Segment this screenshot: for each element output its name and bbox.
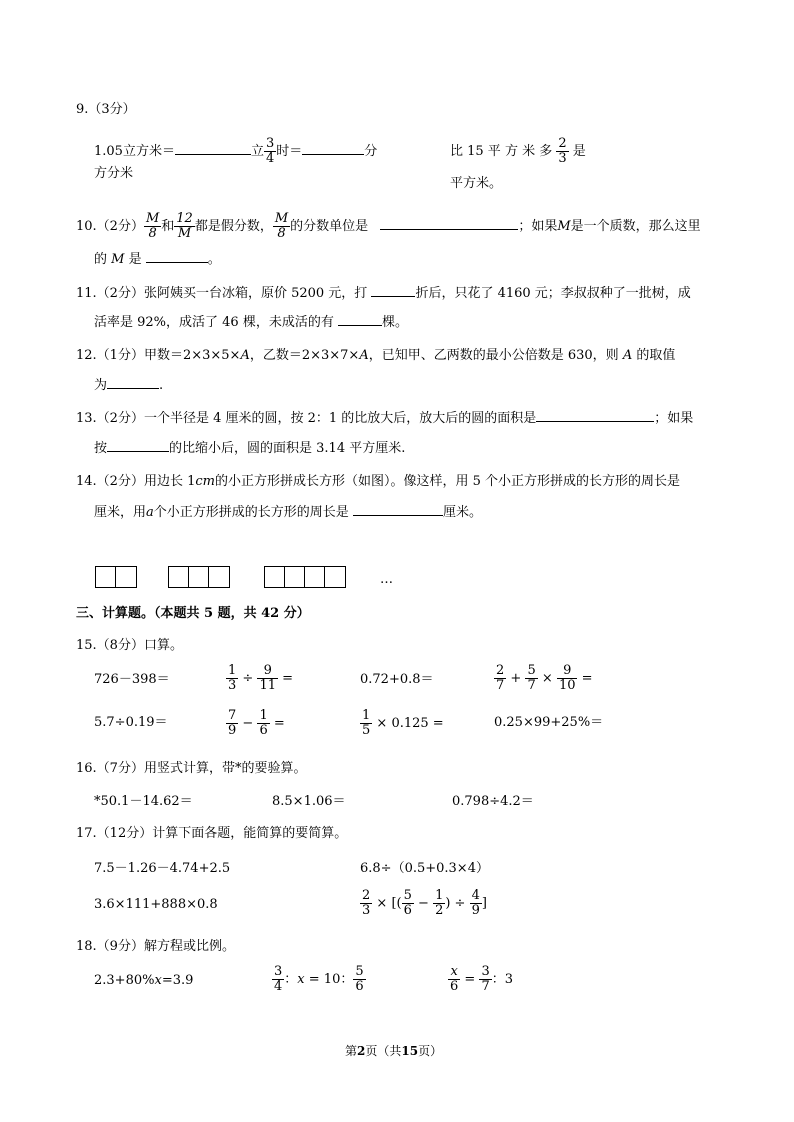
answer-blank[interactable] (380, 228, 518, 230)
question-9-part1 (94, 137, 377, 166)
question-11-line2 (94, 315, 408, 331)
numerator: 3 (481, 964, 490, 979)
numerator: 1 (435, 888, 444, 903)
expression: × [( (376, 896, 402, 911)
equals: = (581, 671, 593, 686)
q17-item-d (360, 889, 487, 918)
fraction (525, 664, 537, 693)
text: 页） (418, 1044, 443, 1058)
question-16-number: 16.（7分）用竖式计算，带*的要验算。 (76, 761, 307, 776)
variable: A (622, 348, 633, 363)
text: . (159, 378, 164, 393)
question-12-line2 (94, 378, 163, 394)
denominator: 2 (435, 903, 444, 918)
text: ，乙数＝2×3×7× (249, 348, 360, 363)
q15-item-f (226, 709, 285, 738)
numerator: 7 (228, 708, 237, 723)
q15-item-c: 0.72+0.8＝ (360, 672, 434, 687)
variable: A (240, 348, 250, 363)
question-11-line1 (76, 286, 691, 302)
operator: ÷ (242, 671, 254, 686)
numerator: 5 (527, 663, 536, 678)
fraction (257, 664, 278, 693)
question-9-part2 (450, 137, 586, 166)
numerator: x (448, 965, 460, 980)
denominator: 10 (558, 678, 576, 693)
square (325, 567, 345, 587)
fraction (226, 709, 238, 738)
fraction (556, 137, 568, 166)
text: 的比缩小后，圆的面积是 3.14 平方厘米. (169, 441, 406, 456)
denominator: 9 (228, 723, 237, 738)
fraction (272, 965, 284, 994)
square (265, 567, 285, 587)
q15-item-b (226, 664, 293, 693)
text: 是 (572, 144, 586, 159)
denominator: 7 (527, 678, 536, 693)
text: 厘米。 (442, 505, 482, 520)
rectangle-3-squares (168, 566, 230, 588)
rectangle-2-squares (95, 566, 137, 588)
question-15-number: 15.（8分）口算。 (76, 638, 183, 653)
q15-item-a: 726－398＝ (94, 672, 170, 687)
text: 12.（1分）甲数＝2×3×5× (76, 348, 241, 363)
denominator: 3 (558, 151, 567, 166)
unit: cm (195, 474, 215, 489)
text: 和 (161, 219, 175, 234)
fraction (226, 664, 238, 693)
numerator: 2 (558, 136, 567, 151)
question-18-number: 18.（9分）解方程或比例。 (76, 939, 235, 954)
text: ：3 (491, 972, 514, 987)
text: 分 (364, 144, 378, 159)
equals: = (282, 671, 294, 686)
square (116, 567, 136, 587)
fraction (273, 212, 290, 241)
fraction (494, 664, 506, 693)
question-number: 10.（2分） (76, 219, 144, 234)
square (209, 567, 229, 587)
answer-blank[interactable] (536, 420, 654, 422)
text: 1.05立方米＝ (94, 144, 175, 159)
text: ；如果 (518, 219, 558, 234)
q16-item-b: 8.5×1.06＝ (272, 794, 346, 809)
denominator: 11 (259, 678, 277, 693)
text: = 10： (308, 972, 354, 987)
text: 按 (94, 441, 108, 456)
question-10-line2 (94, 252, 221, 268)
denominator: 4 (274, 979, 283, 994)
denominator: M (177, 226, 192, 241)
question-13-line2 (94, 441, 405, 457)
fraction (479, 965, 491, 994)
numerator: 2 (362, 888, 371, 903)
question-9-number: 9.（3分） (76, 102, 136, 117)
bracket: ] (481, 896, 487, 911)
denominator: 5 (362, 723, 371, 738)
denominator: 7 (496, 678, 505, 693)
text: 的小正方形拼成长方形（如图）。像这样，用 5 个小正方形拼成的长方形的周长是 (214, 474, 681, 489)
answer-blank[interactable] (107, 450, 169, 452)
operator: − (242, 716, 254, 731)
expression: × 0.125 = (376, 716, 444, 731)
variable: A (359, 348, 369, 363)
q15-item-d (494, 664, 593, 693)
text: 棵。 (381, 315, 408, 330)
numerator: 5 (403, 888, 412, 903)
text: 比 15 平 方 米 多 (450, 144, 553, 159)
section-3-heading: 三、计算题。（本题共 5 题，共 42 分） (76, 606, 310, 621)
expression: ) ÷ (445, 896, 466, 911)
denominator: 4 (265, 151, 275, 166)
text: 是一个质数，那么这里 (570, 219, 701, 234)
square (96, 567, 116, 587)
fraction (360, 889, 372, 918)
numerator: 1 (362, 708, 371, 723)
question-12-line1 (76, 348, 675, 364)
denominator: 7 (481, 979, 490, 994)
rectangle-4-squares (264, 566, 346, 588)
denominator: 3 (228, 678, 237, 693)
q16-item-a: *50.1－14.62＝ (94, 794, 193, 809)
fraction (433, 889, 445, 918)
ellipsis: … (380, 572, 393, 587)
fraction (360, 709, 372, 738)
page-footer (345, 1043, 442, 1059)
fraction (557, 664, 578, 693)
q18-item-b (272, 965, 366, 994)
operator: − (418, 896, 429, 911)
variable: M (111, 252, 125, 267)
denominator: 6 (450, 979, 459, 994)
square (305, 567, 325, 587)
fraction (353, 965, 365, 994)
numerator: 9 (257, 664, 278, 679)
text: 2.3+80% (94, 973, 155, 988)
numerator: 3 (274, 964, 283, 979)
fraction (264, 137, 276, 166)
q15-item-h: 0.25×99+25%＝ (494, 715, 604, 730)
denominator: 8 (277, 226, 286, 241)
question-14-line2 (94, 505, 482, 521)
text: 的分数单位是 (290, 219, 369, 234)
answer-blank[interactable] (302, 153, 364, 155)
question-9-unit: 方分米 (94, 166, 134, 181)
question-17-number: 17.（12分）计算下面各题，能简算的要简算。 (76, 826, 348, 841)
text: 第 (345, 1044, 358, 1058)
fraction (448, 965, 460, 994)
operator: + (510, 671, 522, 686)
q17-item-a: 7.5－1.26－4.74+2.5 (94, 861, 231, 876)
fraction (174, 212, 195, 241)
answer-blank[interactable] (107, 387, 159, 389)
text: 折后，只花了 4160 元；李叔叔种了一批树，成 (415, 286, 691, 301)
fraction (144, 212, 161, 241)
text: ： (284, 972, 298, 987)
text: 的 (94, 252, 108, 267)
q17-item-c: 3.6×111+888×0.8 (94, 897, 218, 912)
text: 活率是 92%，成活了 46 棵，未成活的有 (94, 315, 334, 330)
denominator: 6 (259, 723, 268, 738)
question-10-line1 (76, 212, 701, 241)
numerator: 2 (496, 663, 505, 678)
denominator: 9 (471, 903, 480, 918)
fraction (257, 709, 269, 738)
q16-item-c: 0.798÷4.2＝ (452, 794, 534, 809)
q17-item-b: 6.8÷（0.5+0.3×4） (360, 861, 489, 876)
answer-blank[interactable] (371, 295, 415, 297)
variable: x (154, 973, 162, 988)
variable: M (557, 219, 571, 234)
fraction (470, 889, 482, 918)
numerator: 12 (176, 211, 193, 226)
answer-blank[interactable] (146, 261, 208, 263)
text: 。 (207, 252, 221, 267)
answer-blank[interactable] (175, 153, 251, 155)
square (285, 567, 305, 587)
text: 14.（2分）用边长 1 (76, 474, 196, 489)
text: 都是假分数， (194, 219, 273, 234)
numerator: M (274, 211, 289, 226)
text: 个小正方形拼成的长方形的周长是 (153, 505, 349, 520)
text: =3.9 (161, 973, 194, 988)
fraction (402, 889, 414, 918)
text: 立 (250, 144, 264, 159)
numerator: 9 (557, 664, 578, 679)
question-13-line1 (76, 411, 693, 427)
numerator: 4 (471, 888, 480, 903)
numerator: 1 (259, 708, 268, 723)
numerator: 5 (355, 964, 364, 979)
text: 是 (128, 252, 142, 267)
variable: a (146, 505, 154, 520)
denominator: 8 (148, 226, 157, 241)
numerator: 1 (228, 663, 237, 678)
denominator: 6 (403, 903, 412, 918)
q18-item-a (94, 973, 193, 989)
variable: x (297, 972, 305, 987)
text: 11.（2分）张阿姨买一台冰箱，原价 5200 元，打 (76, 286, 368, 301)
denominator: 3 (362, 903, 371, 918)
numerator: M (145, 211, 160, 226)
equals: = (273, 716, 285, 731)
text: ，已知甲、乙两数的最小公倍数是 630，则 (368, 348, 619, 363)
page-number: 2 (357, 1044, 366, 1058)
answer-blank[interactable] (353, 514, 443, 516)
text: 厘米，用 (94, 505, 147, 520)
text: 为 (94, 378, 108, 393)
q18-item-c (448, 965, 513, 994)
answer-blank[interactable] (338, 324, 382, 326)
question-9-unit2: 平方米。 (450, 176, 503, 191)
denominator: 6 (355, 979, 364, 994)
text: 时＝ (276, 144, 303, 159)
text: ；如果 (654, 411, 694, 426)
text: 页（共 (365, 1044, 402, 1058)
operator: × (541, 671, 553, 686)
total-pages: 15 (401, 1044, 419, 1058)
q15-item-e: 5.7÷0.19＝ (94, 715, 168, 730)
text: 13.（2分）一个半径是 4 厘米的圆，按 2：1 的比放大后，放大后的圆的面积是 (76, 411, 537, 426)
square (169, 567, 189, 587)
square (189, 567, 209, 587)
q15-item-g (360, 709, 444, 738)
text: 的取值 (636, 348, 676, 363)
numerator: 3 (265, 136, 275, 151)
question-14-line1 (76, 474, 680, 490)
equals: = (464, 972, 476, 987)
